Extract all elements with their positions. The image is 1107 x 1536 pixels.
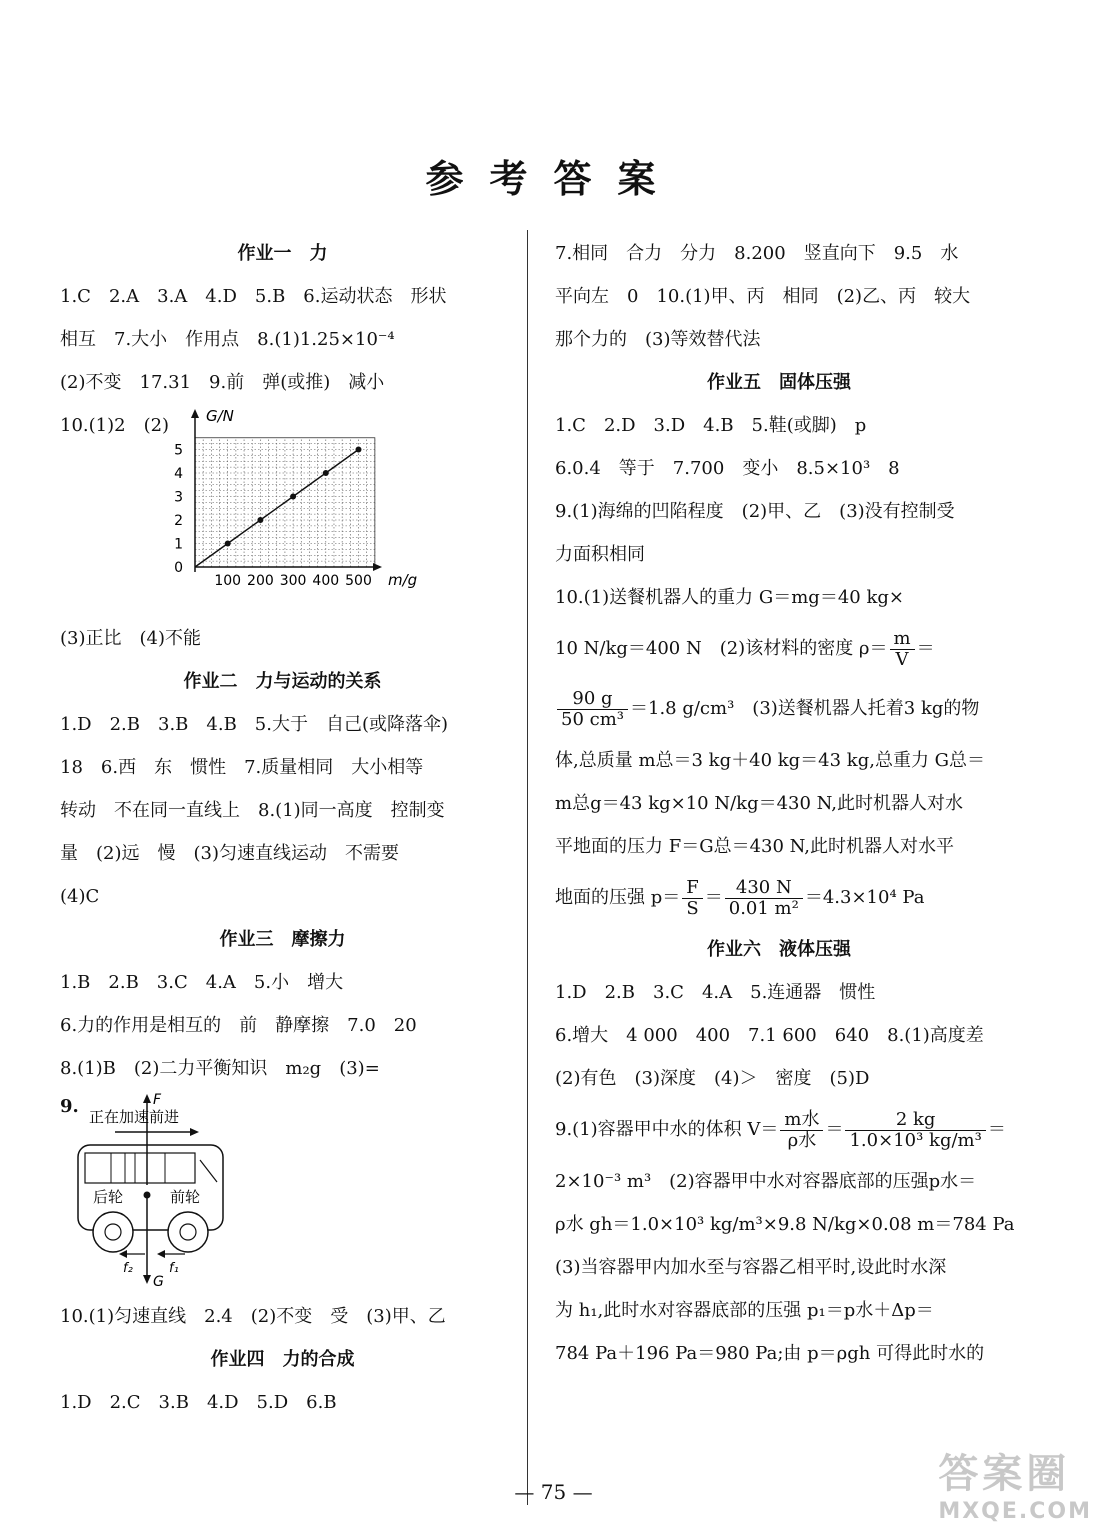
text-run: ＝ [704, 887, 723, 908]
answer-line: 6.0.4 等于 7.700 变小 8.5×10³ 8 [555, 458, 900, 479]
answer-line: 1.C 2.A 3.A 4.D 5.B 6.运动状态 形状 [60, 286, 447, 307]
answer-line: 平向左 0 10.(1)甲、丙 相同 (2)乙、丙 较大 [555, 286, 971, 307]
page-number: — 75 — [514, 1480, 593, 1504]
bus-force-diagram [75, 1090, 275, 1290]
data-point [257, 517, 263, 523]
answer-line: 体,总质量 m总＝3 kg＋40 kg＝43 kg,总重力 G总＝ [555, 750, 986, 771]
answer-line [555, 1100, 1006, 1160]
watermark-logo [938, 1442, 1092, 1524]
answer-line: 2×10⁻³ m³ (2)容器甲中水对容器底部的压强p水＝ [555, 1171, 977, 1192]
answer-line: (4)C [60, 886, 100, 907]
denominator: 1.0×10³ kg/m³ [849, 1129, 982, 1151]
data-point [323, 470, 329, 476]
watermark-url: MXQE.COM [938, 1499, 1092, 1524]
fraction [845, 1110, 985, 1151]
answer-line: 8.(1)B (2)二力平衡知识 m₂g (3)= [60, 1058, 380, 1079]
denominator: S [686, 897, 699, 919]
answer-line: 转动 不在同一直线上 8.(1)同一高度 控制变 [60, 800, 445, 821]
gravity-mass-graph [120, 407, 480, 592]
answer-line [555, 868, 1003, 928]
denominator: 50 cm³ [561, 708, 624, 730]
x-tick-label: 100 [214, 573, 242, 589]
answer-line: 10.(1)2 (2) [60, 415, 170, 436]
denominator: ρ水 [787, 1129, 817, 1151]
bus-windows [85, 1153, 195, 1183]
rear-wheel [93, 1212, 133, 1252]
answer-line: ρ水 gh＝1.0×10³ kg/m³×9.8 N/kg×0.08 m＝784 Pa [555, 1214, 1015, 1235]
answer-line: 10.(1)匀速直线 2.4 (2)不变 受 (3)甲、乙 [60, 1306, 446, 1327]
answer-line: 10.(1)送餐机器人的重力 G＝mg＝40 kg× [555, 587, 904, 608]
data-point [356, 447, 362, 453]
numerator: 430 N [725, 878, 803, 899]
answer-line: 7.相同 合力 分力 8.200 竖直向下 9.5 水 [555, 243, 959, 264]
text-run: ＝4.3×10⁴ Pa [804, 887, 925, 908]
numerator: F [682, 878, 703, 899]
y-tick-label: 3 [174, 489, 183, 506]
numerator: 2 kg [845, 1110, 985, 1131]
force-g-label: G [153, 1274, 164, 1290]
answer-line: 相互 7.大小 作用点 8.(1)1.25×10⁻⁴ [60, 329, 395, 350]
fraction [890, 629, 915, 670]
front-wheel [168, 1212, 208, 1252]
text-run: 9.(1)容器甲中水的体积 V＝ [555, 1119, 779, 1140]
answer-line: (2)不变 17.31 9.前 弹(或推) 减小 [60, 372, 385, 393]
answer-line: 力面积相同 [555, 544, 645, 565]
watermark-text: 答案圈 [938, 1451, 1071, 1497]
answer-number: 9. [60, 1096, 79, 1117]
answer-line: 1.D 2.B 3.C 4.A 5.连通器 惯性 [555, 982, 876, 1003]
text-run: ＝ [987, 1119, 1006, 1140]
y-tick-label: 0 [174, 560, 183, 576]
answer-line: 6.力的作用是相互的 前 静摩擦 7.0 20 [60, 1015, 417, 1036]
answer-line: 9.(1)海绵的凹陷程度 (2)甲、乙 (3)没有控制受 [555, 501, 955, 522]
y-tick-label: 2 [174, 513, 183, 529]
x-tick-label: 400 [312, 573, 340, 589]
section-heading-1: 作业一 力 [237, 243, 328, 264]
data-point [290, 494, 296, 500]
x-axis-arrow-icon [373, 563, 382, 571]
text-run: 地面的压强 p＝ [555, 887, 681, 908]
arrow-down-icon [143, 1275, 151, 1284]
friction-f2-label: f₂ [123, 1261, 133, 1276]
windshield [200, 1160, 217, 1182]
answer-line: m总g＝43 kg×10 N/kg＝430 N,此时机器人对水 [555, 793, 963, 814]
answer-line: (3)当容器甲内加水至与容器乙相平时,设此时水深 [555, 1257, 947, 1278]
text-run: ＝ [825, 1119, 844, 1140]
y-tick-label: 1 [174, 536, 183, 553]
denominator: 0.01 m² [728, 897, 799, 919]
front-wheel-label: 前轮 [170, 1188, 201, 1206]
arrow-left-icon [157, 1250, 165, 1258]
answer-line: 为 h₁,此时水对容器底部的压强 p₁＝p水＋Δp＝ [555, 1300, 934, 1321]
answer-line: 1.D 2.C 3.B 4.D 5.D 6.B [60, 1392, 337, 1413]
x-tick-label: 300 [279, 573, 307, 589]
section-heading-6: 作业六 液体压强 [707, 939, 851, 960]
section-heading-5: 作业五 固体压强 [707, 372, 851, 393]
force-f-label: F [153, 1092, 162, 1108]
fraction [725, 878, 803, 919]
y-tick-label: 4 [174, 466, 183, 482]
y-tick-label: 5 [174, 442, 183, 459]
fraction [682, 878, 703, 919]
numerator: m [890, 629, 915, 650]
section-heading-2: 作业二 力与运动的关系 [183, 671, 382, 692]
text-run: 10 N/kg＝400 N (2)该材料的密度 ρ＝ [555, 638, 888, 659]
answer-line: 1.D 2.B 3.B 4.B 5.大于 自己(或降落伞) [60, 714, 449, 735]
answer-line: 1.B 2.B 3.C 4.A 5.小 增大 [60, 972, 344, 993]
text-run: ＝ [916, 638, 935, 659]
answer-line: 那个力的 (3)等效替代法 [555, 329, 761, 350]
answer-line: 18 6.西 东 惯性 7.质量相同 大小相等 [60, 757, 424, 778]
friction-f1-label: f₁ [169, 1261, 179, 1276]
section-heading-4: 作业四 力的合成 [210, 1349, 355, 1370]
answer-line: 量 (2)远 慢 (3)匀速直线运动 不需要 [60, 843, 399, 864]
answer-line: 6.增大 4 000 400 7.1 600 640 8.(1)高度差 [555, 1025, 984, 1046]
fraction [557, 689, 628, 730]
right-column [555, 232, 1015, 1375]
arrow-right-icon [190, 1128, 199, 1136]
y-axis-arrow-icon [191, 409, 199, 418]
answer-line [555, 679, 1003, 739]
fraction [780, 1110, 823, 1151]
left-column [60, 232, 505, 1424]
answer-line: 1.C 2.D 3.D 4.B 5.鞋(或脚) p [555, 415, 867, 436]
x-tick-label: 200 [247, 573, 274, 589]
answer-line: 784 Pa＋196 Pa＝980 Pa;由 p＝ρgh 可得此时水的 [555, 1343, 985, 1364]
rear-wheel-label: 后轮 [93, 1188, 124, 1206]
denominator: V [895, 648, 909, 670]
arrow-up-icon [143, 1094, 151, 1103]
section-heading-3: 作业三 摩擦力 [219, 929, 346, 950]
numerator: m水 [780, 1110, 823, 1131]
page-title: 参考答案 [425, 156, 682, 201]
column-divider [527, 230, 528, 1505]
text-run: ＝1.8 g/cm³ (3)送餐机器人托着3 kg的物 [630, 698, 980, 719]
answer-line: 平地面的压力 F＝G总＝430 N,此时机器人对水平 [555, 836, 954, 857]
data-point [225, 541, 231, 547]
answer-line: (2)有色 (3)深度 (4)＞ 密度 (5)D [555, 1068, 870, 1089]
bus-caption: 正在加速前进 [89, 1108, 180, 1126]
answer-line: (3)正比 (4)不能 [60, 628, 201, 649]
y-axis-label: G/N [206, 407, 234, 425]
x-axis-label: m/g [388, 571, 418, 589]
numerator: 90 g [557, 689, 628, 710]
x-tick-label: 500 [345, 573, 372, 589]
answer-line [555, 619, 1003, 679]
bus-diagram-area [60, 1090, 505, 1295]
